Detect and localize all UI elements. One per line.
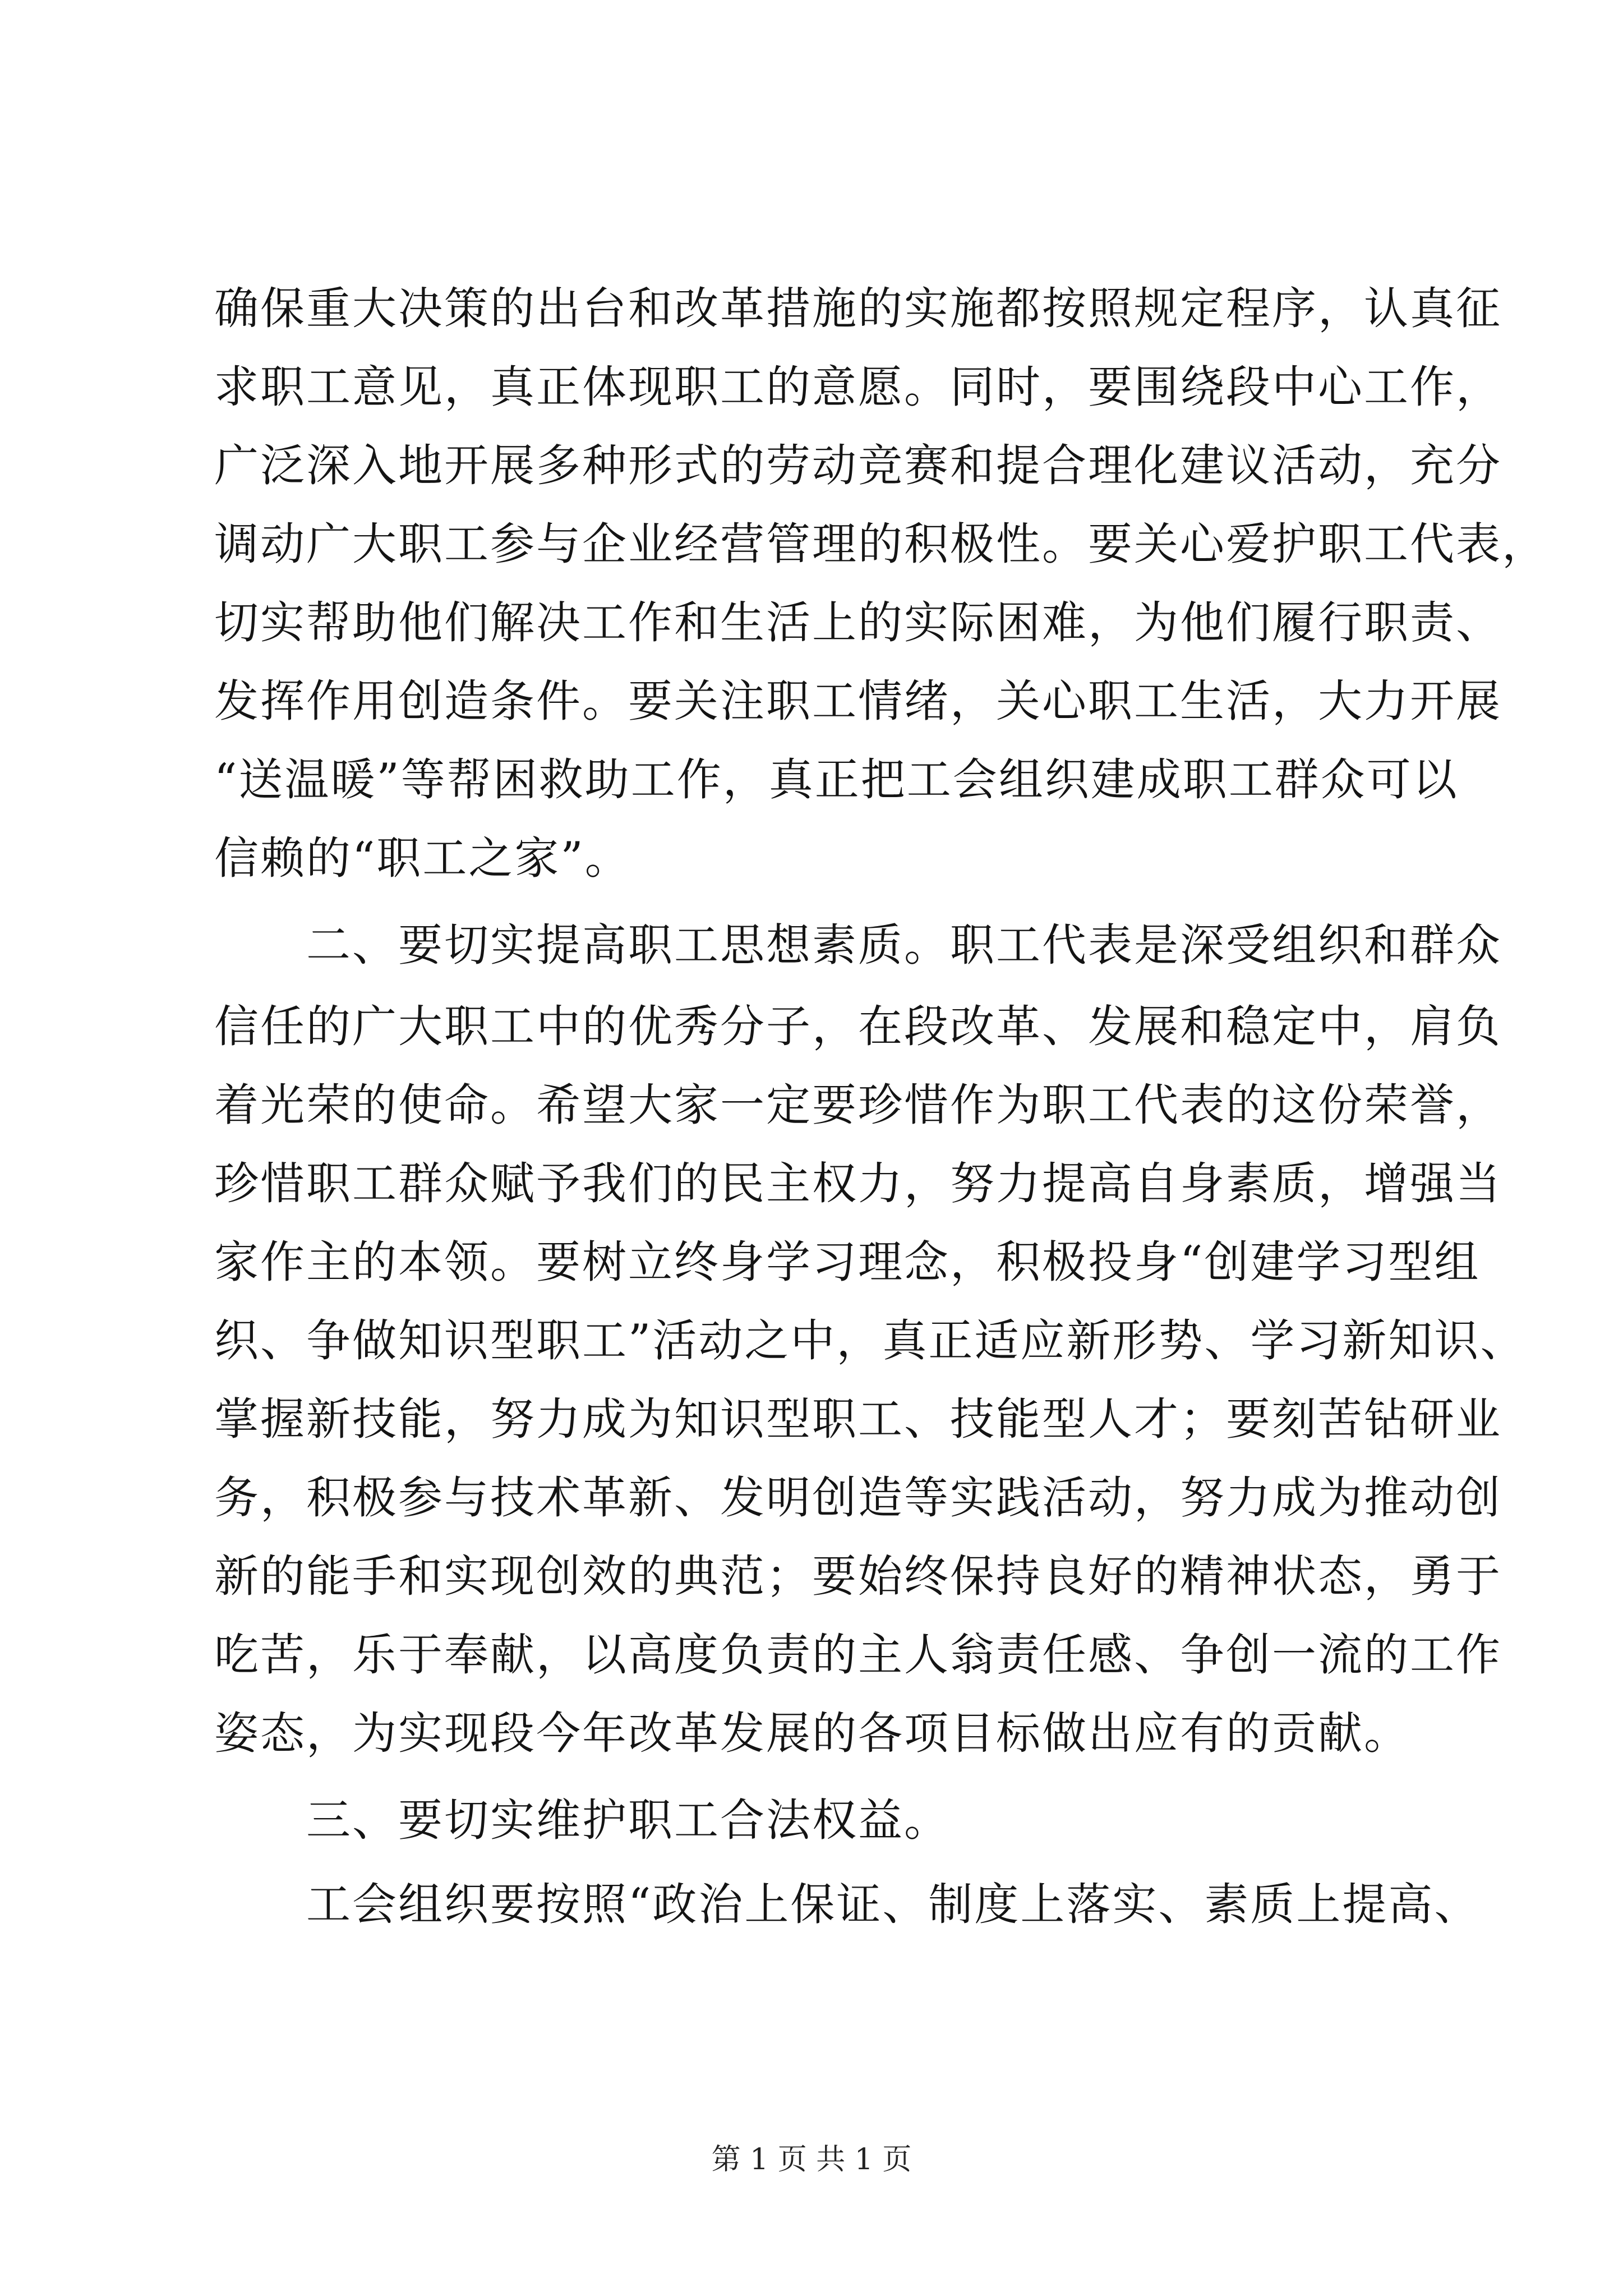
- text-line: “送温暖”等帮困救助工作，真正把工会组织建成职工群众可以: [214, 754, 1459, 806]
- text-line: 确保重大决策的出台和改革措施的实施都按照规定程序，认真征: [214, 283, 1502, 334]
- text-line: 掌握新技能，努力成为知识型职工、技能型人才；要刻苦钻研业: [214, 1393, 1502, 1445]
- text-line: 着光荣的使命。希望大家一定要珍惜作为职工代表的这份荣誉，: [214, 1079, 1502, 1131]
- text-line: 家作主的本领。要树立终身学习理念，积极投身“创建学习型组: [214, 1236, 1481, 1288]
- text-line: 广泛深入地开展多种形式的劳动竞赛和提合理化建议活动，充分: [214, 440, 1502, 491]
- text-line: 发挥作用创造条件。要关注职工情绪，关心职工生活，大力开展: [214, 675, 1502, 727]
- text-line: 求职工意见，真正体现职工的意愿。同时，要围绕段中心工作，: [214, 361, 1502, 413]
- text-line: 信赖的“职工之家”。: [214, 832, 631, 884]
- text-line: 姿态，为实现段今年改革发展的各项目标做出应有的贡献。: [214, 1708, 1410, 1759]
- page-footer: 第 1 页 共 1 页: [711, 2143, 912, 2177]
- text-line: 新的能手和实现创效的典范；要始终保持良好的精神状态，勇于: [214, 1550, 1502, 1602]
- text-line: 织、争做知识型职工”活动之中，真正适应新形势、学习新知识、: [214, 1315, 1527, 1366]
- text-line: 信任的广大职工中的优秀分子，在段改革、发展和稳定中，肩负: [214, 1001, 1502, 1052]
- text-line: 工会组织要按照“政治上保证、制度上落实、素质上提高、: [214, 1879, 1481, 1930]
- paragraph-heading-3: 三、要切实维护职工合法权益。: [214, 1795, 950, 1846]
- text-line: 切实帮助他们解决工作和生活上的实际困难，为他们履行职责、: [214, 597, 1502, 648]
- paragraph-heading-2: 二、要切实提高职工思想素质。职工代表是深受组织和群众: [214, 919, 1502, 971]
- text-line: 务，积极参与技术革新、发明创造等实践活动，努力成为推动创: [214, 1472, 1502, 1524]
- text-line: 珍惜职工群众赋予我们的民主权力，努力提高自身素质，增强当: [214, 1158, 1502, 1209]
- text-line: 调动广大职工参与企业经营管理的积极性。要关心爱护职工代表，: [214, 518, 1548, 570]
- text-line: 吃苦，乐于奉献，以高度负责的主人翁责任感、争创一流的工作: [214, 1629, 1502, 1681]
